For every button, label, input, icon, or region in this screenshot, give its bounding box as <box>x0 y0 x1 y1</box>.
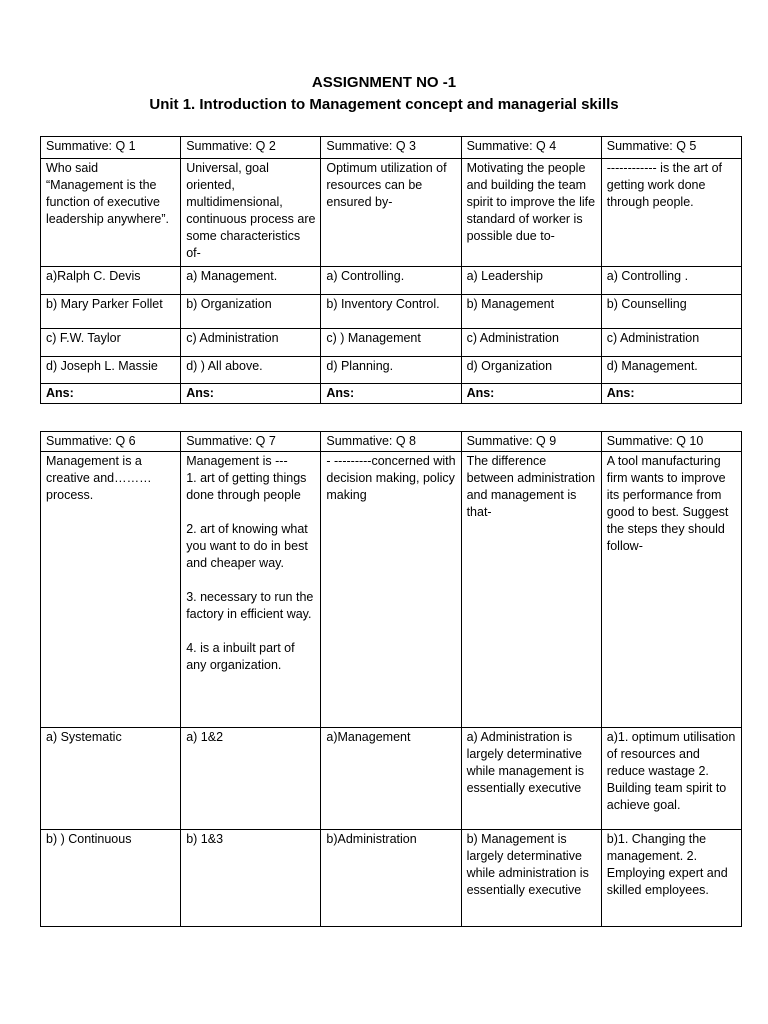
option-cell: a) Administration is largely determinative while management is essentially executive <box>461 728 601 830</box>
question-cell: Management is --- 1. art of getting things done through people 2. art of knowing what you want to do in best and cheaper way. 3. necessary to run the factory in efficient way. 4. is a inbuilt part of any organization. <box>181 452 321 728</box>
question-cell: Motivating the people and building the team spirit to improve the life standard of worker is possible due to- <box>461 159 601 267</box>
option-cell: d) Joseph L. Massie <box>41 357 181 384</box>
answer-label: Ans: <box>181 384 321 404</box>
table-row-option-a <box>41 728 742 830</box>
option-cell: c) F.W. Taylor <box>41 329 181 357</box>
table-row-option-a <box>41 267 742 295</box>
option-cell: a) Systematic <box>41 728 181 830</box>
table-row-option-b <box>41 295 742 329</box>
table-row-option-c <box>41 329 742 357</box>
question-cell: The difference between administration and management is that- <box>461 452 601 728</box>
option-cell: b) Management <box>461 295 601 329</box>
option-cell: a) 1&2 <box>181 728 321 830</box>
option-cell: a)1. optimum utilisation of resources and reduce wastage 2. Building team spirit to achieve goal. <box>601 728 741 830</box>
column-header: Summative: Q 4 <box>461 137 601 159</box>
option-cell: a) Leadership <box>461 267 601 295</box>
question-cell: Universal, goal oriented, multidimensional, continuous process are some characteristics of- <box>181 159 321 267</box>
option-cell: d) Planning. <box>321 357 461 384</box>
option-cell: b)Administration <box>321 830 461 927</box>
question-cell: ------------ is the art of getting work done through people. <box>601 159 741 267</box>
option-cell: c) Administration <box>181 329 321 357</box>
option-cell: b) Mary Parker Follet <box>41 295 181 329</box>
answer-label: Ans: <box>41 384 181 404</box>
table-row-headers <box>41 137 742 159</box>
option-cell: a) Controlling . <box>601 267 741 295</box>
page-title: ASSIGNMENT NO -1 <box>311 74 457 91</box>
option-cell: c) Administration <box>461 329 601 357</box>
column-header: Summative: Q 5 <box>601 137 741 159</box>
option-cell: a)Management <box>321 728 461 830</box>
answer-label: Ans: <box>461 384 601 404</box>
table-row-answers <box>41 384 742 404</box>
question-cell: Who said “Management is the function of executive leadership anywhere”. <box>41 159 181 267</box>
question-cell: Optimum utilization of resources can be ensured by- <box>321 159 461 267</box>
option-cell: a)Ralph C. Devis <box>41 267 181 295</box>
question-cell: A tool manufacturing firm wants to improve its performance from good to best. Suggest the steps they should follow- <box>601 452 741 728</box>
table-row-headers <box>41 432 742 452</box>
column-header: Summative: Q 2 <box>181 137 321 159</box>
option-cell: b) Counselling <box>601 295 741 329</box>
question-cell: - ---------concerned with decision making, policy making <box>321 452 461 728</box>
option-cell: b) ) Continuous <box>41 830 181 927</box>
questions-table-1 <box>40 136 742 404</box>
option-cell: d) Organization <box>461 357 601 384</box>
option-cell: c) ) Management <box>321 329 461 357</box>
question-cell: Management is a creative and………process. <box>41 452 181 728</box>
option-cell: c) Administration <box>601 329 741 357</box>
option-cell: d) ) All above. <box>181 357 321 384</box>
option-cell: b) Management is largely determinative while administration is essentially executive <box>461 830 601 927</box>
column-header: Summative: Q 6 <box>41 432 181 452</box>
column-header: Summative: Q 1 <box>41 137 181 159</box>
table-row-option-b <box>41 830 742 927</box>
table-row-questions <box>41 452 742 728</box>
column-header: Summative: Q 7 <box>181 432 321 452</box>
column-header: Summative: Q 8 <box>321 432 461 452</box>
column-header: Summative: Q 10 <box>601 432 741 452</box>
column-header: Summative: Q 9 <box>461 432 601 452</box>
table-row-option-d <box>41 357 742 384</box>
option-cell: b)1. Changing the management. 2. Employing expert and skilled employees. <box>601 830 741 927</box>
answer-label: Ans: <box>321 384 461 404</box>
questions-table-2 <box>40 431 742 927</box>
table-row-questions <box>41 159 742 267</box>
option-cell: a) Management. <box>181 267 321 295</box>
option-cell: b) 1&3 <box>181 830 321 927</box>
option-cell: d) Management. <box>601 357 741 384</box>
option-cell: a) Controlling. <box>321 267 461 295</box>
page-subtitle: Unit 1. Introduction to Management concept and managerial skills <box>149 96 619 113</box>
answer-label: Ans: <box>601 384 741 404</box>
column-header: Summative: Q 3 <box>321 137 461 159</box>
option-cell: b) Inventory Control. <box>321 295 461 329</box>
option-cell: b) Organization <box>181 295 321 329</box>
